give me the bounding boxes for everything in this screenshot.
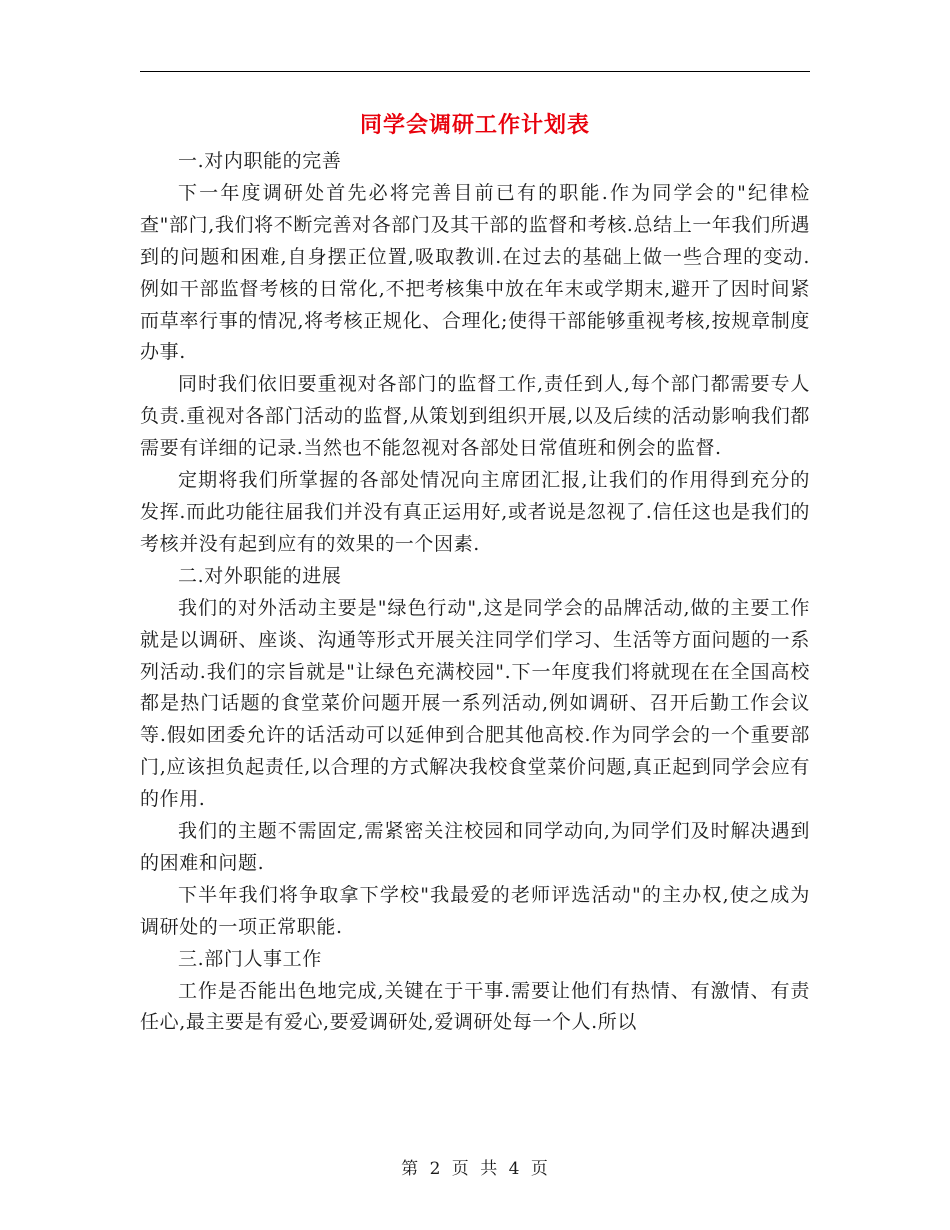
section-heading: 二.对外职能的进展 xyxy=(178,564,342,587)
paragraph: 下一年度调研处首先必将完善目前已有的职能.作为同学会的"纪律检查"部门,我们将不断完善对各部门及其干部的监督和考核.总结上一年我们所遇到的问题和困难,自身摆正位置,吸取教训.在过去的基础上做一些合理的变动.例如干部监督考核的日常化,不把考核集中放在年末或学期末,避开了因时间紧而草率行事的情况,将考核正规化、合理化;使得干部能够重视考核,按规章制度办事. xyxy=(140,181,810,364)
section-heading: 一.对内职能的完善 xyxy=(178,150,342,172)
footer-prefix: 第 xyxy=(401,1159,420,1179)
footer-total-prefix: 共 xyxy=(480,1159,499,1179)
header-rule xyxy=(140,71,810,72)
footer-total-unit: 页 xyxy=(530,1159,549,1179)
page-footer xyxy=(0,1154,950,1179)
paragraph: 同时我们依旧要重视对各部门的监督工作,责任到人,每个部门都需要专人负责.重视对各部门活动的监督,从策划到组织开展,以及后续的活动影响我们都需要有详细的记录.当然也不能忽视对各部处日常值班和例会的监督. xyxy=(140,373,810,460)
total-pages: 4 xyxy=(508,1159,521,1179)
footer-page-unit: 页 xyxy=(451,1159,470,1179)
paragraph: 我们的对外活动主要是"绿色行动",这是同学会的品牌活动,做的主要工作就是以调研、座谈、沟通等形式开展关注同学们学习、生活等方面问题的一系列活动.我们的宗旨就是"让绿色充满校园".下一年度我们将就现在在全国高校都是热门话题的食堂菜价问题开展一系列活动,例如调研、召开后勤工作会议等.假如团委允许的话活动可以延伸到合肥其他高校.作为同学会的一个重要部门,应该担负起责任,以合理的方式解决我校食堂菜价问题,真正起到同学会应有的作用. xyxy=(140,596,810,811)
paragraph: 定期将我们所掌握的各部处情况向主席团汇报,让我们的作用得到充分的发挥.而此功能往届我们并没有真正运用好,或者说是忽视了.信任这也是我们的考核并没有起到应有的效果的一个因素. xyxy=(140,469,810,555)
paragraph: 我们的主题不需固定,需紧密关注校园和同学动向,为同学们及时解决遇到的困难和问题. xyxy=(140,820,810,874)
paragraph: 工作是否能出色地完成,关键在于干事.需要让他们有热情、有激情、有责任心,最主要是有爱心,要爱调研处,爱调研处每一个人.所以 xyxy=(140,979,810,1034)
document-title: 同学会调研工作计划表 xyxy=(359,112,590,138)
section-heading: 三.部门人事工作 xyxy=(178,947,322,970)
document-body xyxy=(140,146,810,1039)
paragraph: 下半年我们将争取拿下学校"我最爱的老师评选活动"的主办权,使之成为调研处的一项正常职能. xyxy=(140,883,810,938)
page-number: 2 xyxy=(429,1159,442,1179)
